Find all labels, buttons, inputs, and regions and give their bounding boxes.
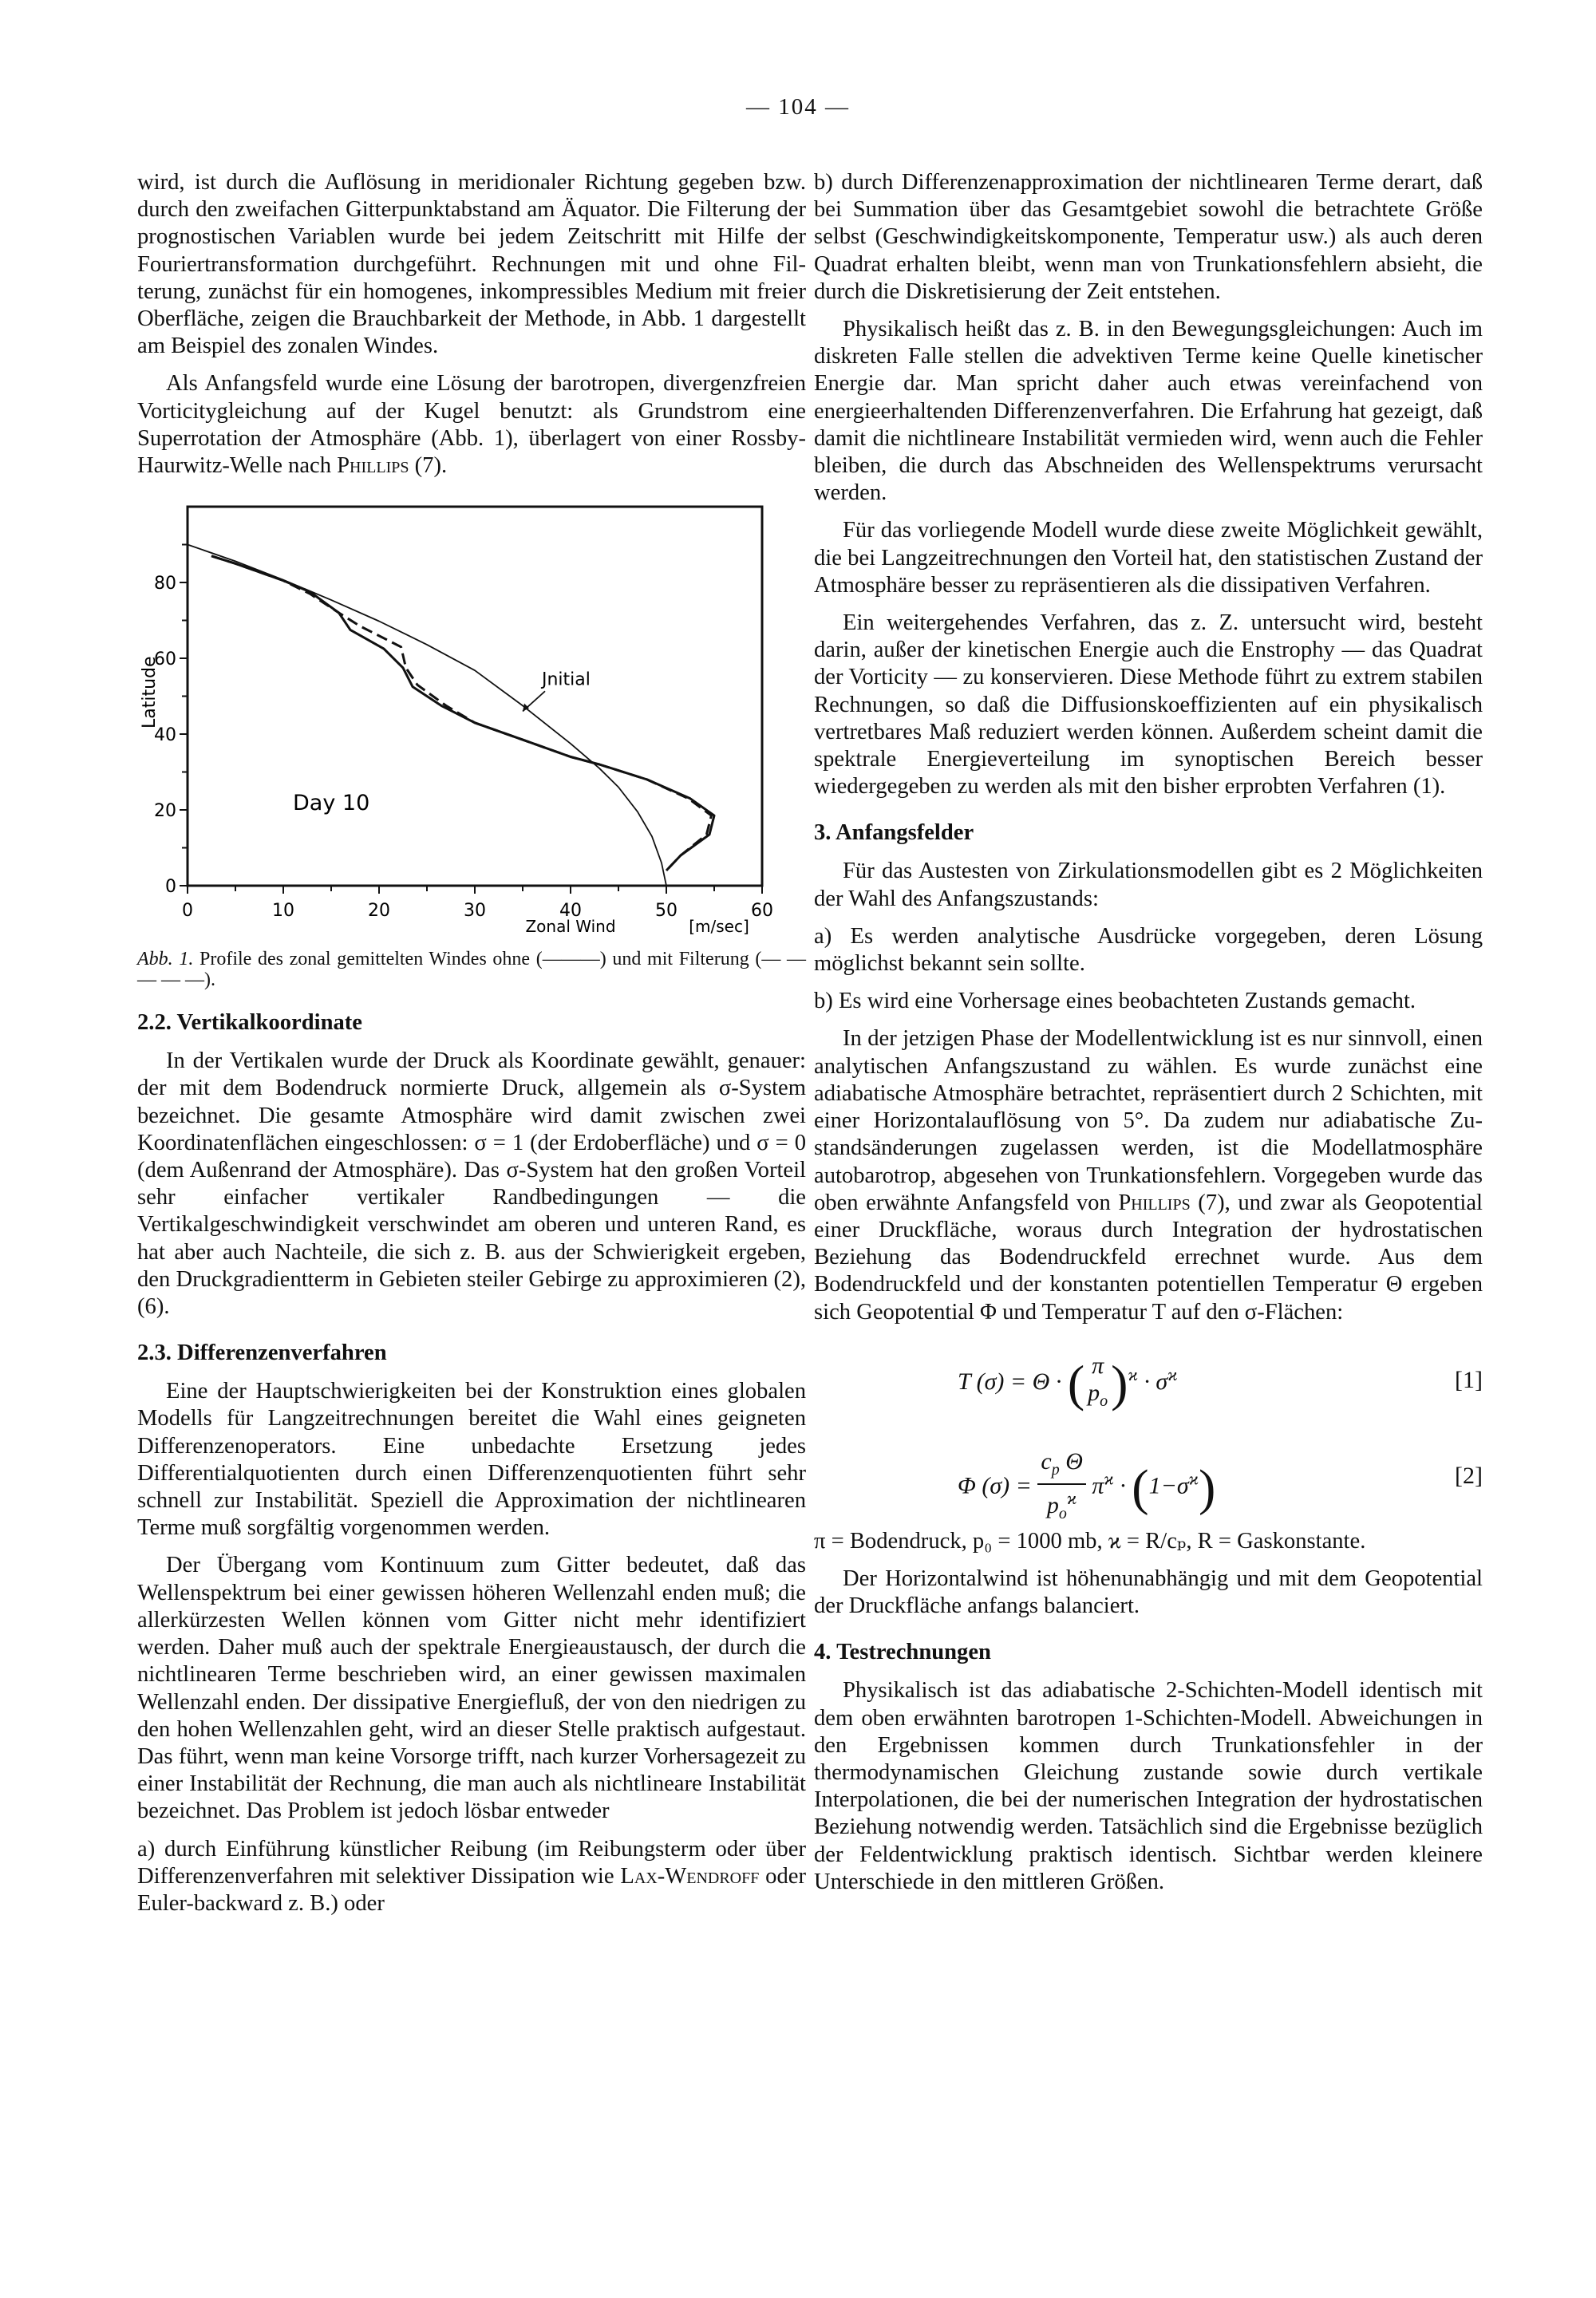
paragraph: Der Übergang vom Kontinuum zum Gitter bedeutet, daß das Wellenspektrum bei einer gewissen höheren Wellenzahl enden muß; die allerkürzesten Wellen können vom Gitter nicht mehr identifiziert werden. Daher muß auch der spektrale Energieaustausch, der durch die nichtlinearen Terme beschrieben wird, an einer gewissen maximalen Wellenzahl enden. Der dissipative Energiefluß, der von den niedrigen zu den hohen Wellenzahlen geht, wird an dieser Stelle praktisch aufgestaut. Das führt, wenn man keine Vorsorge trifft, nach kurzer Vorhersagezeit zu einer Instabilität der Rechnung, die man auch als nichtlineare Instabilität bezeichnet. Das Problem ist jedoch lösbar entweder (137, 1553, 806, 1824)
series-line (188, 545, 666, 886)
y-tick-label: 20 (154, 801, 176, 822)
section-heading: 2.2. Vertikalkoordinate (137, 1010, 362, 1036)
equation-number: [1] (1455, 1366, 1483, 1393)
zonal-wind-chart (137, 497, 806, 944)
paragraph: Für das vorliegende Modell wurde diese zweite Möglichkeit gewählt, die bei Langzeitrechnungen den Vorteil hat, den statistischen Zustand der Atmosphäre besser zu repräsentieren als die dissipativen Verfahren. (814, 518, 1483, 598)
paragraph: π = Bodendruck, p₀ = 1000 mb, ϰ = R/cₚ, R = Gaskonstante. (814, 1528, 1366, 1554)
page-number: — 104 — (746, 94, 850, 120)
section-heading: 2.3. Differenzenverfahren (137, 1340, 387, 1366)
x-tick-label: 20 (368, 901, 390, 922)
figure-zonal-wind-profile (137, 497, 806, 944)
paragraph: Für das Austesten von Zirkulationsmodellen gibt es 2 Möglichkeiten der Wahl des Anfangszustands: (814, 859, 1483, 911)
list-item: b) durch Differenzenapproximation der nichtlinearen Terme derart, daß bei Summation über das Gesamtgebiet sowohl die betrachtete Größe selbst (Geschwindigkeitskomponente, Temperatur usw.) als auch deren Quadrat erhalten bleibt, wenn man von Trunkationsfehlern absieht, die durch die Diskretisierung der Zeit entstehen. (814, 170, 1483, 304)
chart-annotation: Day 10 (293, 791, 370, 816)
x-tick-label: 40 (559, 901, 582, 922)
paragraph: wird, ist durch die Auflösung in meridionaler Richtung gegeben bzw. durch den zweifachen Gitterpunktabstand am Äquator. Die Filterung der prognostischen Variablen wurde bei jedem Zeitschritt mit Hilfe der Fouriertransformation durchgeführt. Rechnungen mit und ohne Filterung, zunächst für ein homogenes, inkompressibles Medium mit freier Oberfläche, zeigen die Brauchbarkeit der Methode, in Abb. 1 dargestellt am Beispiel des zonalen Windes. (137, 170, 806, 359)
paragraph: Physikalisch heißt das z. B. in den Bewegungsgleichungen: Auch im diskreten Falle stellen die advektiven Terme keine Quelle kinetischer Energie dar. Man spricht daher auch etwas vereinfachend von energieerhaltenden Differenzenverfahren. Die Erfahrung hat gezeigt, daß damit die nichtlineare Instabilität vermieden wird, wenn auch die Fehler bleiben, die durch das Abschneiden des Wellenspektrums verursacht werden. (814, 317, 1483, 506)
x-tick-label: 50 (655, 901, 678, 922)
equation-1: T (σ) = Θ · ( π $p_o$ )$^ϰ \cdot \sigma^ϰ$ [1] (958, 1352, 1483, 1412)
x-tick-label: 10 (272, 901, 294, 922)
section-heading: 4. Testrechnungen (814, 1640, 991, 1665)
left-column (137, 169, 806, 1928)
y-tick-label: 80 (154, 574, 176, 594)
right-column (814, 169, 1483, 1906)
paragraph: Eine der Hauptschwierigkeiten bei der Konstruktion eines globalen Modells für Langzeitrechnungen bereitet die Wahl eines geigneten Differenzenoperators. Eine unbedachte Ersetzung jedes Differentialquotienten durch einen Differenzenquotienten führt sehr schnell zur Instabilität. Speziell die Approximation der nichtlinearen Terme muß sorgfältig vorgenommen werden. (137, 1379, 806, 1541)
x-tick-label: 30 (464, 901, 486, 922)
series-line (211, 556, 711, 871)
plot-frame (188, 507, 762, 886)
y-axis-label: Latitude (140, 656, 160, 729)
y-tick-label: 60 (154, 650, 176, 670)
author-name: Phillips (337, 453, 409, 479)
x-tick-label: 0 (182, 901, 193, 922)
figure-caption: Abb. 1. Profile des zonal gemittelten Windes ohne (———) und mit Filterung (— — — — —). (137, 949, 806, 991)
author-name: Lax-Wendroff (620, 1863, 760, 1889)
paragraph: In der jetzigen Phase der Modellentwicklung ist es nur sinnvoll, einen analytischen Anfangszustand zu wählen. Es wurde zunächst eine adiabatische Atmosphäre betrachtet, repräsentiert durch 2 Schichten, mit einer Horizontalauflösung von 5°. Da zudem nur adiabatische Zustandsänderungen zugelassen werden, ist die Modellatmosphäre autobarotrop, abgesehen von Trunkationsfehlern. Vorgegeben wurde das oben erwähnte Anfangsfeld von Phillips (7), und zwar als Geopotential einer Druckfläche, woraus durch Integration der hydrostatischen Beziehung das Bodendruckfeld errechnet wurde. Aus dem Bodendruckfeld und der konstanten potentiellen Temperatur Θ ergeben sich Geopotential Φ und Temperatur T auf den σ-Flächen: (814, 1026, 1483, 1325)
equation-2: Φ (σ) = $\frac{c_p \Theta}{p_o^ϰ}$ $\pi^ϰ \cdot (1-\sigma^ϰ)$ [2] (958, 1447, 1483, 1522)
paragraph: Ein weitergehendes Verfahren, das z. Z. untersucht wird, besteht darin, außer der kinetischen Energie auch die Enstrophy — das Quadrat der Vorticity — zu konservieren. Diese Methode führt zu extrem stabilen Rechnungen, so daß die Diffusionskoeffizienten auf ein physikalisch vertretbares Maß reduziert werden können. Außerdem scheint damit die spektrale Energieverteilung im synoptischen Bereich besser wiedergegeben zu werden als mit den bisher erprobten Verfahren (1). (814, 610, 1483, 800)
paragraph: Der Horizontalwind ist höhenunabhängig und mit dem Geopotential der Druckfläche anfangs balanciert. (814, 1566, 1483, 1619)
series-line (211, 556, 714, 871)
list-item: a) durch Einführung künstlicher Reibung (im Reibungsterm oder über Differenzenverfahren mit selektiver Dissipation wie Lax-Wendroff oder Euler-backward z. B.) oder (137, 1836, 806, 1916)
equation-number: [2] (1455, 1462, 1483, 1489)
section-heading: 3. Anfangsfelder (814, 820, 974, 846)
author-name: Phillips (1118, 1190, 1191, 1215)
paragraph: Physikalisch ist das adiabatische 2-Schichten-Modell identisch mit dem oben erwähnten barotropen 1-Schichten-Modell. Abweichungen in den Ergebnissen kommen durch Trunkationsfehler in der thermodynamischen Gleichung zustande sowie durch vertikale Interpolationen, die bei der numerischen Integration der hydrostatischen Beziehung notwendig werden. Tatsächlich sind die Ergebnisse bezüglich der Feldentwicklung praktisch identisch. Sichtbar werden kleinere Unterschiede in den mittleren Größen. (814, 1678, 1483, 1894)
paragraph: Als Anfangsfeld wurde eine Lösung der barotropen, divergenzfreien Vorticitygleichung auf der Kugel benutzt: als Grundstrom eine Superrotation der Atmosphäre (Abb. 1), überlagert von einer Rossby-Haurwitz-Welle nach Phillips (7). (137, 371, 806, 479)
x-axis-label: Zonal Wind (525, 917, 616, 937)
chart-annotation: Jnitial (542, 669, 591, 690)
x-axis-unit: [m/sec] (689, 917, 749, 937)
y-tick-label: 40 (154, 725, 176, 746)
x-tick-label: 60 (751, 901, 773, 922)
paragraph: In der Vertikalen wurde der Druck als Koordinate gewählt, genauer: der mit dem Bodendruck normierte Druck, allgemein als σ-System bezeichnet. Die gesamte Atmosphäre wird damit zwischen zwei Koordinatenflächen eingeschlossen: σ = 1 (der Erdoberfläche) und σ = 0 (dem Außenrand der Atmosphäre). Das σ-System hat den großen Vorteil sehr einfacher vertikaler Randbedingungen — die Vertikalgeschwindigkeit verschwindet am oberen und unteren Rand, es hat aber auch Nachteile, die sich z. B. aus der Schwierigkeit ergeben, den Druckgradientterm in Gebieten steiler Gebirge zu approximieren (2), (6). (137, 1048, 806, 1320)
list-item: b) Es wird eine Vorhersage eines beobachteten Zustands gemacht. (814, 989, 1416, 1014)
y-tick-label: 0 (165, 877, 176, 898)
list-item: a) Es werden analytische Ausdrücke vorgegeben, deren Lösung möglichst bekannt sein sollte. (814, 923, 1483, 977)
